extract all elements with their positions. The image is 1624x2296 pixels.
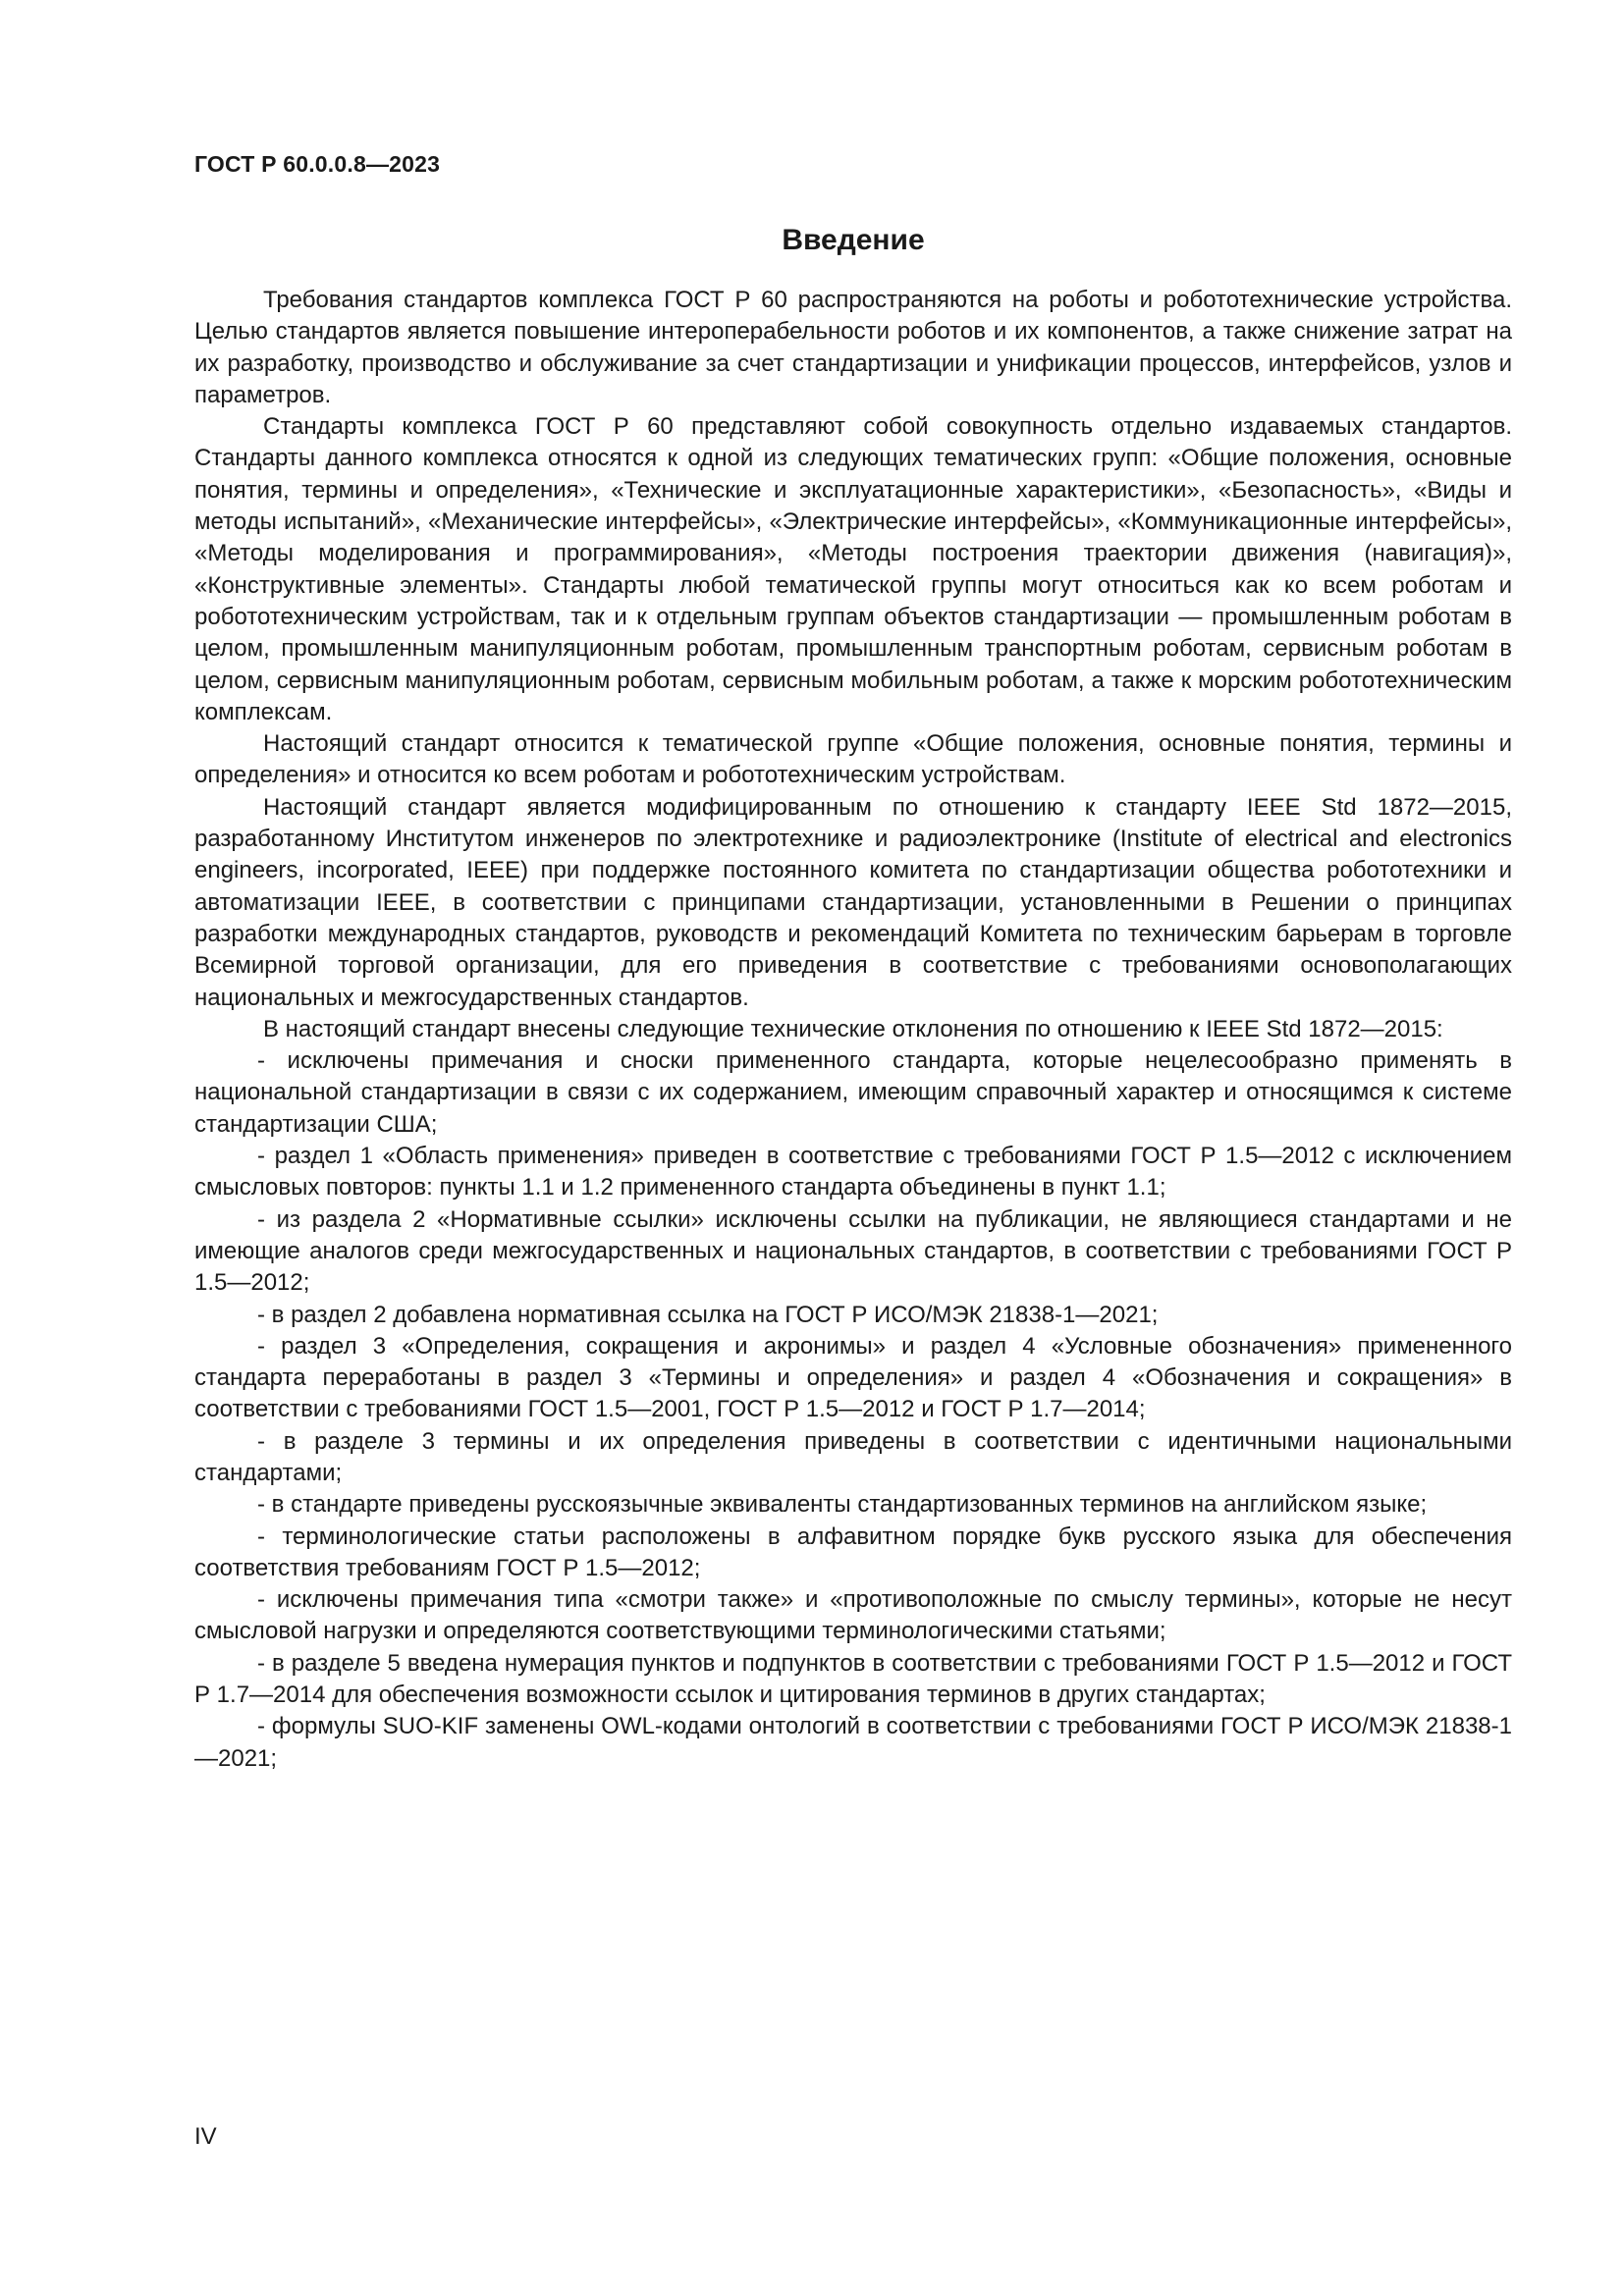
deviation-item: - в раздел 2 добавлена нормативная ссылка на ГОСТ Р ИСО/МЭК 21838-1—2021; [257, 1301, 1159, 1328]
document-id: ГОСТ Р 60.0.0.8—2023 [194, 151, 441, 177]
deviation-item: - терминологические статьи расположены в алфавитном порядке букв русского языка для обеспечения соответствия требованиям ГОСТ Р 1.5—2012; [194, 1522, 1512, 1581]
deviation-item: - исключены примечания типа «смотри также» и «противоположные по смыслу термины», которые не несут смысловой нагрузки и определяются соответствующими терминологическими статьями; [194, 1586, 1512, 1645]
paragraph: Требования стандартов комплекса ГОСТ Р 60 распространяются на роботы и робототехнические устройства. Целью стандартов является повышение интероперабельности роботов и их компонентов, а также снижение затрат на их разработку, производство и обслуживание за счет стандартизации и унификации процессов, интерфейсов, узлов и параметров. [194, 287, 1512, 408]
deviation-item: - в разделе 3 термины и их определения приведены в соответствии с идентичными национальными стандартами; [194, 1427, 1512, 1486]
deviation-item: - из раздела 2 «Нормативные ссылки» исключены ссылки на публикации, не являющиеся стандартами и не имеющие аналогов среди межгосударственных и национальных стандартов, в соответствии с требованиями ГОСТ Р 1.5—2012; [194, 1205, 1512, 1297]
introduction-body [194, 285, 1512, 1775]
page-number: IV [194, 2123, 217, 2150]
deviation-item: - формулы SUO-KIF заменены OWL-кодами онтологий в соответствии с требованиями ГОСТ Р ИСО/МЭК 21838-1—2021; [194, 1713, 1512, 1772]
deviation-item: - раздел 3 «Определения, сокращения и акронимы» и раздел 4 «Условные обозначения» примененного стандарта переработаны в раздел 3 «Термины и определения» и раздел 4 «Обозначения и сокращения» в соответствии с требованиями ГОСТ 1.5—2001, ГОСТ Р 1.5—2012 и ГОСТ Р 1.7—2014; [194, 1332, 1512, 1423]
paragraph: Стандарты комплекса ГОСТ Р 60 представляют собой совокупность отдельно издаваемых стандартов. Стандарты данного комплекса относятся к одной из следующих тематических групп: «Общие положения, основные понятия, термины и определения», «Технические и эксплуатационные характеристики», «Безопасность», «Виды и методы испытаний», «Механические интерфейсы», «Электрические интерфейсы», «Коммуникационные интерфейсы», «Методы моделирования и программирования», «Методы построения траектории движения (навигация)», «Конструктивные элементы». Стандарты любой тематической группы могут относиться как ко всем роботам и робототехническим устройствам, так и к отдельным группам объектов стандартизации — промышленным роботам в целом, промышленным манипуляционным роботам, промышленным транспортным роботам, сервисным роботам в целом, сервисным манипуляционным роботам, сервисным мобильным роботам, а также к морским робототехническим комплексам. [194, 413, 1512, 725]
section-title: Введение [782, 224, 925, 256]
deviation-item: - исключены примечания и сноски примененного стандарта, которые нецелесообразно применять в национальной стандартизации в связи с их содержанием, имеющим справочный характер и относящимся к системе стандартизации США; [194, 1047, 1512, 1138]
paragraph: В настоящий стандарт внесены следующие технические отклонения по отношению к IEEE Std 1872—2015: [263, 1015, 1443, 1042]
paragraph: Настоящий стандарт относится к тематической группе «Общие положения, основные понятия, термины и определения» и относится ко всем роботам и робототехническим устройствам. [194, 730, 1512, 789]
deviation-item: - в разделе 5 введена нумерация пунктов и подпунктов в соответствии с требованиями ГОСТ Р 1.5—2012 и ГОСТ Р 1.7—2014 для обеспечения возможности ссылок и цитирования терминов в других стандартах; [194, 1649, 1512, 1709]
deviation-item: - раздел 1 «Область применения» приведен в соответствие с требованиями ГОСТ Р 1.5—2012 с исключением смысловых повторов: пункты 1.1 и 1.2 примененного стандарта объединены в пункт 1.1; [194, 1143, 1512, 1201]
paragraph: Настоящий стандарт является модифицированным по отношению к стандарту IEEE Std 1872—2015, разработанному Институтом инженеров по электротехнике и радиоэлектронике (Institute of electrical and electronics engineers, incorporated, IEEE) при поддержке постоянного комитета по стандартизации общества робототехники и автоматизации IEEE, в соответствии с принципами стандартизации, установленными в Решении о принципах разработки международных стандартов, руководств и рекомендаций Комитета по техническим барьерам в торговле Всемирной торговой организации, для его приведения в соответствие с требованиями основополагающих национальных и межгосударственных стандартов. [194, 793, 1512, 1011]
deviation-item: - в стандарте приведены русскоязычные эквиваленты стандартизованных терминов на английском языке; [257, 1491, 1428, 1519]
